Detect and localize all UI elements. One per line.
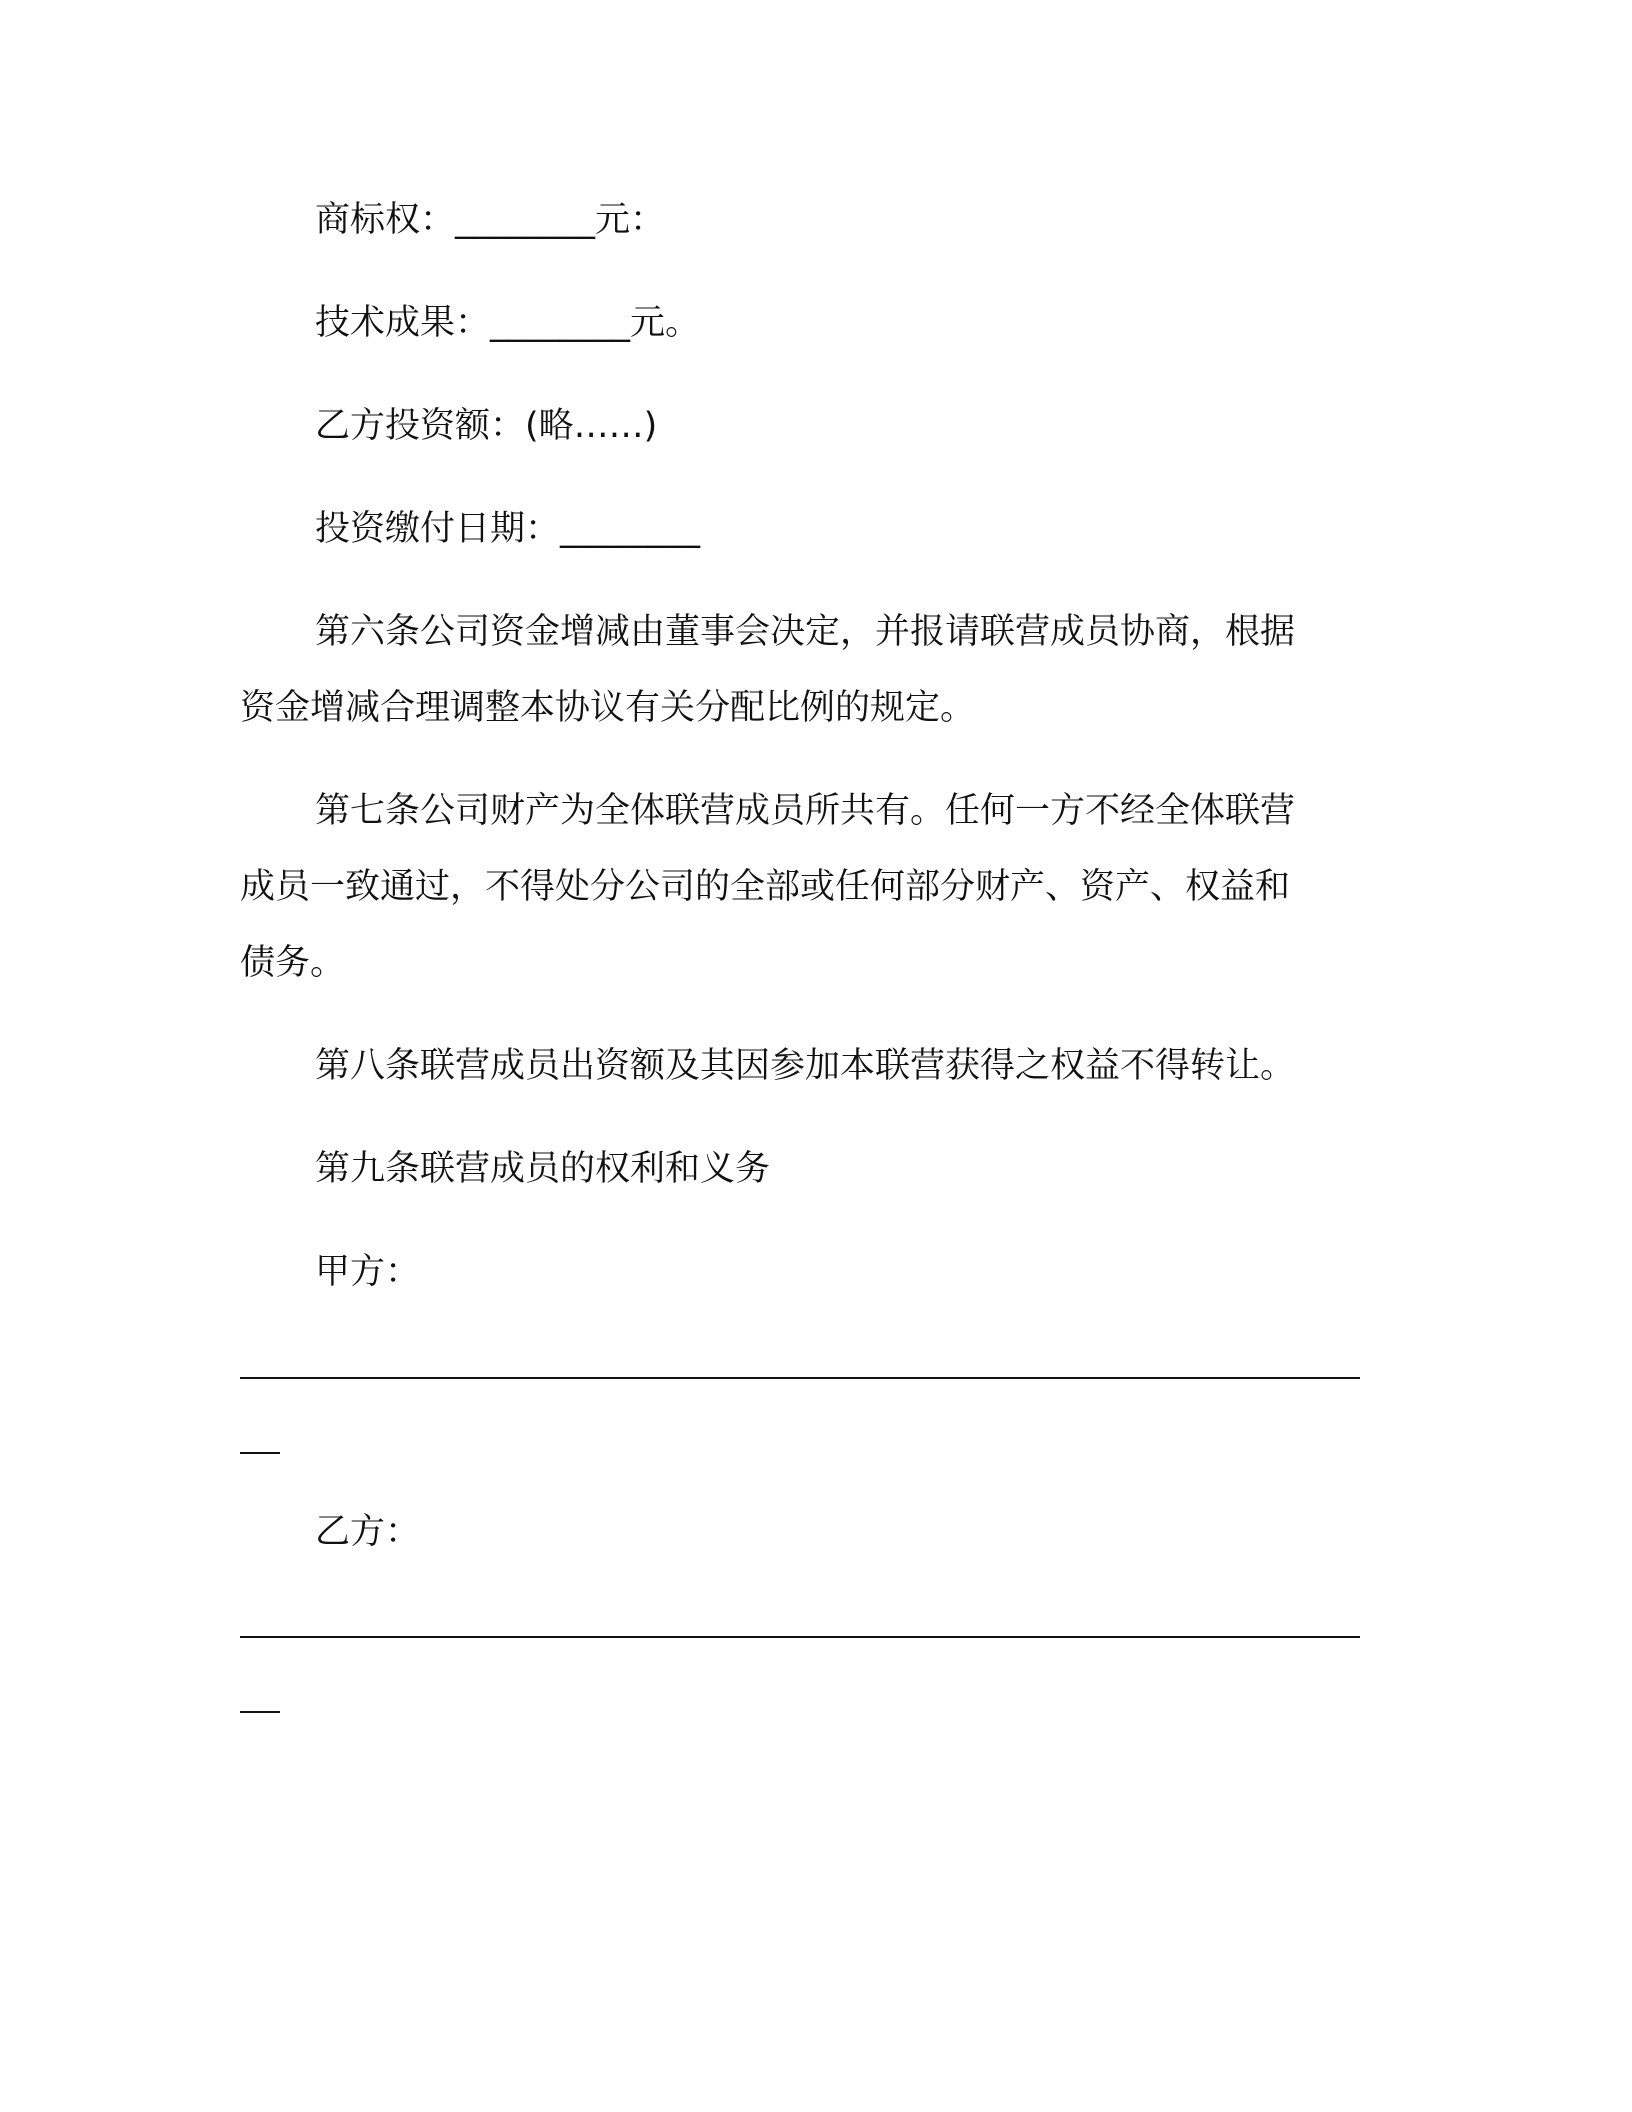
article-9-heading: 第九条联营成员的权利和义务	[315, 1149, 771, 1189]
article-6-line-2: 资金增减合理调整本协议有关分配比例的规定。	[240, 688, 976, 728]
party-b-blank-rule-tail	[240, 1711, 280, 1713]
article-7-line-1: 第七条公司财产为全体联营成员所共有。任何一方不经全体联营	[315, 791, 1296, 831]
payment-date-line: 投资缴付日期：________	[315, 509, 701, 549]
article-7-line-3: 债务。	[240, 943, 346, 983]
trademark-line: 商标权：________元：	[315, 200, 666, 240]
article-8-line: 第八条联营成员出资额及其因参加本联营获得之权益不得转让。	[315, 1046, 1296, 1086]
party-b-blank-rule	[240, 1636, 1360, 1638]
party-a-blank-rule-tail	[240, 1452, 280, 1454]
tech-result-line: 技术成果：________元。	[315, 303, 701, 343]
party-b-label: 乙方：	[315, 1512, 421, 1552]
article-6-line-1: 第六条公司资金增减由董事会决定，并报请联营成员协商，根据	[315, 612, 1296, 652]
article-7-line-2: 成员一致通过，不得处分公司的全部或任何部分财产、资产、权益和	[240, 867, 1291, 907]
party-a-label: 甲方：	[315, 1252, 421, 1292]
party-a-blank-rule	[240, 1377, 1360, 1379]
party-b-investment-line: 乙方投资额：(略……)	[315, 406, 658, 446]
